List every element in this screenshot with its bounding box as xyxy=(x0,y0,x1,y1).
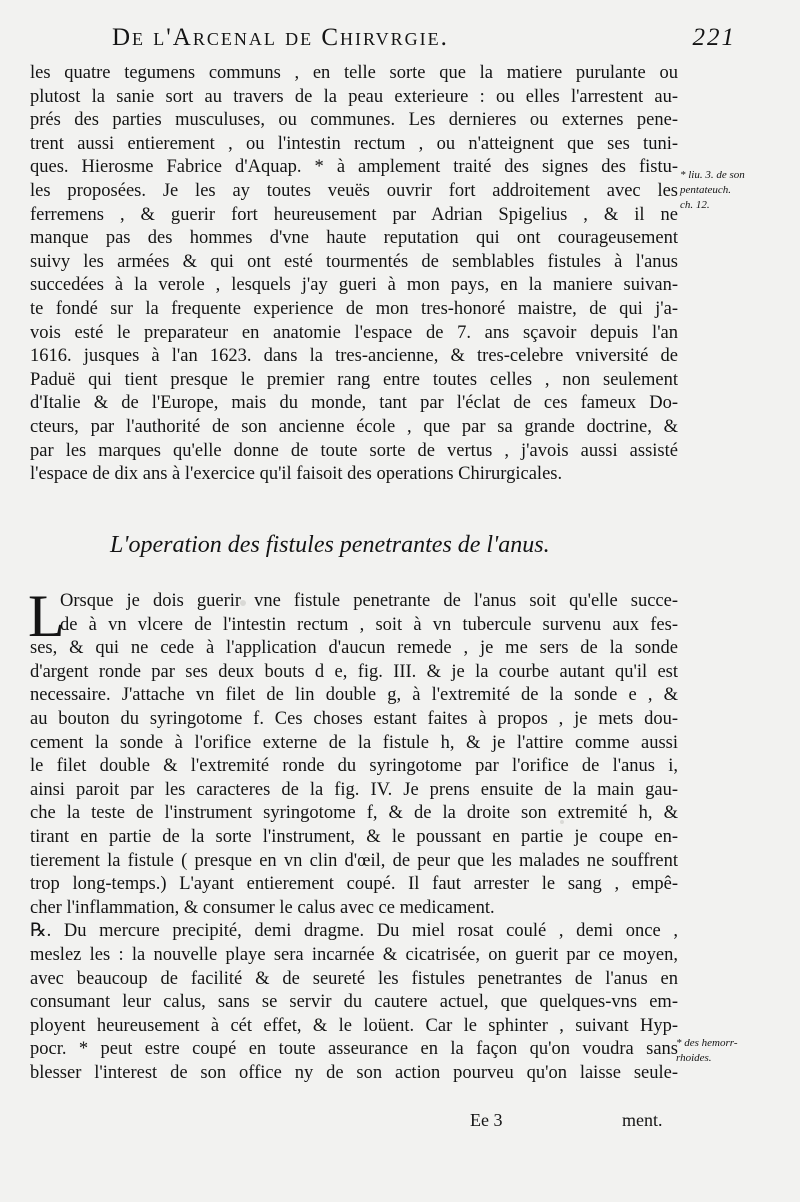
text-line: ployent heureusement à cét effet, & le loüent. Car le sphinter , suivant Hyp- xyxy=(30,1015,678,1036)
signature-mark: Ee 3 xyxy=(470,1110,503,1130)
text-line: ferremens , & guerir fort heureusement par Adrian Spigelius , & il ne xyxy=(30,204,678,225)
text-line: les quatre tegumens communs , en telle sorte que la matiere purulante ou xyxy=(30,63,678,83)
text-line: tierement la fistule ( presque en vn clin d'œil, de peur que les malades ne souffrent xyxy=(30,850,678,871)
text-line: vois esté le preparateur en anatomie l'espace de 7. ans sçavoir depuis l'an xyxy=(30,322,678,343)
text-line: te fondé sur la frequente experience de mon tres-honoré maistre, de qui j'a- xyxy=(30,298,678,319)
text-line: necessaire. J'attache vn filet de lin double g, à l'extremité de la sonde e , & xyxy=(30,685,678,706)
text-line: le filet double & l'extremité ronde du syringotome par l'orifice de l'anus i, xyxy=(30,756,678,777)
text-line: ℞. Du mercure precipité, demi dragme. Du miel rosat coulé , demi once , xyxy=(30,921,678,942)
margin-note-line: pentateuch. xyxy=(680,184,732,196)
margin-note-2 xyxy=(676,1036,738,1066)
text-line: par les marques qu'elle donne de toute sorte de vertus , j'avois aussi assisté xyxy=(30,440,678,461)
text-line: l'espace de dix ans à l'exercice qu'il faisoit des operations Chirurgicales. xyxy=(30,464,563,485)
text-line: trop long-temps.) L'ayant entierement coupé. Il faut arrester le sang , empê- xyxy=(30,874,678,895)
text-line: d'Italie & de l'Europe, mais du monde, tant par l'éclat de ces fameux Do- xyxy=(30,393,678,414)
text-line: cteurs, par l'authorité de son ancienne école , que par sa grande doctrine, & xyxy=(30,416,678,437)
text-line: suivy les armées & qui ont esté tourmentés de semblables fistules à l'anus xyxy=(30,251,678,272)
text-line: Paduë qui tient presque le premier rang entre toutes celles , non seulement xyxy=(30,369,678,390)
text-line: trent aussi entierement , ou l'intestin rectum , ou n'atteignent que ses tuni- xyxy=(30,133,678,154)
text-line: pocr. * peut estre coupé en toute asseurance en la façon qu'on voudra sans xyxy=(30,1039,678,1060)
text-line: meslez les : la nouvelle playe sera incarnée & cicatrisée, on guerit par ce moyen, xyxy=(30,944,678,965)
margin-note-line: ch. 12. xyxy=(680,199,710,211)
catchword: ment. xyxy=(622,1110,663,1130)
text-line: che la teste de l'instrument syringotome f, & de la droite son extremité h, & xyxy=(30,803,678,824)
text-line: ses, & qui ne cede à l'application d'aucun remede , je me sers de la sonde xyxy=(30,638,678,659)
text-line: d'argent ronde par ses deux bouts d e, fig. III. & je la courbe autant qu'il est xyxy=(30,661,678,682)
text-line: tirant en partie de la sorte l'instrument, & le poussant en partie je coupe en- xyxy=(30,826,678,847)
text-line: plutost la sanie sort au travers de la peau exterieure : ou elles l'arrestent au- xyxy=(30,86,678,107)
paragraph-block-1 xyxy=(30,62,678,487)
text-line: ques. Hierosme Fabrice d'Aquap. * à amplement traité des signes des fistu- xyxy=(30,157,678,178)
text-line: de à vn vlcere de l'intestin rectum , soit à vn tubercule survenu aux fes- xyxy=(60,614,678,635)
text-line: prés des parties musculuses, ou communes. Les dernieres ou externes pene- xyxy=(30,110,678,131)
margin-note-line: rhoides. xyxy=(676,1052,712,1064)
text-line: les proposées. Je les ay toutes veuës ouvrir fort addroitement avec les xyxy=(30,180,678,201)
text-line: cher l'inflammation, & consumer le calus avec ce medicament. xyxy=(30,897,495,918)
margin-note-line: * des hemorr- xyxy=(676,1037,738,1049)
text-line: cement la sonde à l'orifice externe de la fistule h, & je l'attire comme aussi xyxy=(30,732,678,753)
running-title: De l'Arcenal de Chirvrgie. xyxy=(112,24,449,51)
paragraph-block-2 xyxy=(30,590,678,1085)
margin-note-1 xyxy=(680,168,745,213)
text-line: blesser l'interest de son office ny de son action pourveu qu'on laisse seule- xyxy=(30,1062,678,1083)
text-line: manque pas des hommes d'vne haute reputation qui ont courageusement xyxy=(30,228,678,249)
text-line: Orsque je dois guerir vne fistule penetrante de l'anus soit qu'elle succe- xyxy=(60,591,678,611)
section-heading: L'operation des fistules penetrantes de l'anus. xyxy=(110,532,550,558)
text-line: consumant leur calus, sans se servir du cautere actuel, que quelques-vns em- xyxy=(30,992,678,1013)
text-line: ainsi paroit par les caracteres de la fig. IV. Je prens ensuite de la main gau- xyxy=(30,779,678,800)
page-number: 221 xyxy=(692,24,736,51)
text-line: avec beaucoup de facilité & de seureté les fistules penetrantes de l'anus en xyxy=(30,968,678,989)
drop-cap: L xyxy=(28,583,65,649)
text-line: succedées à la verole , lesquels j'ay gueri à mon pays, en la maniere suivan- xyxy=(30,275,678,296)
text-line: 1616. jusques à l'an 1623. dans la tres-ancienne, & tres-celebre vniversité de xyxy=(30,346,678,367)
text-line: au bouton du syringotome f. Ces choses estant faites à propos , je mets dou- xyxy=(30,708,678,729)
margin-note-line: * liu. 3. de son xyxy=(680,169,745,181)
